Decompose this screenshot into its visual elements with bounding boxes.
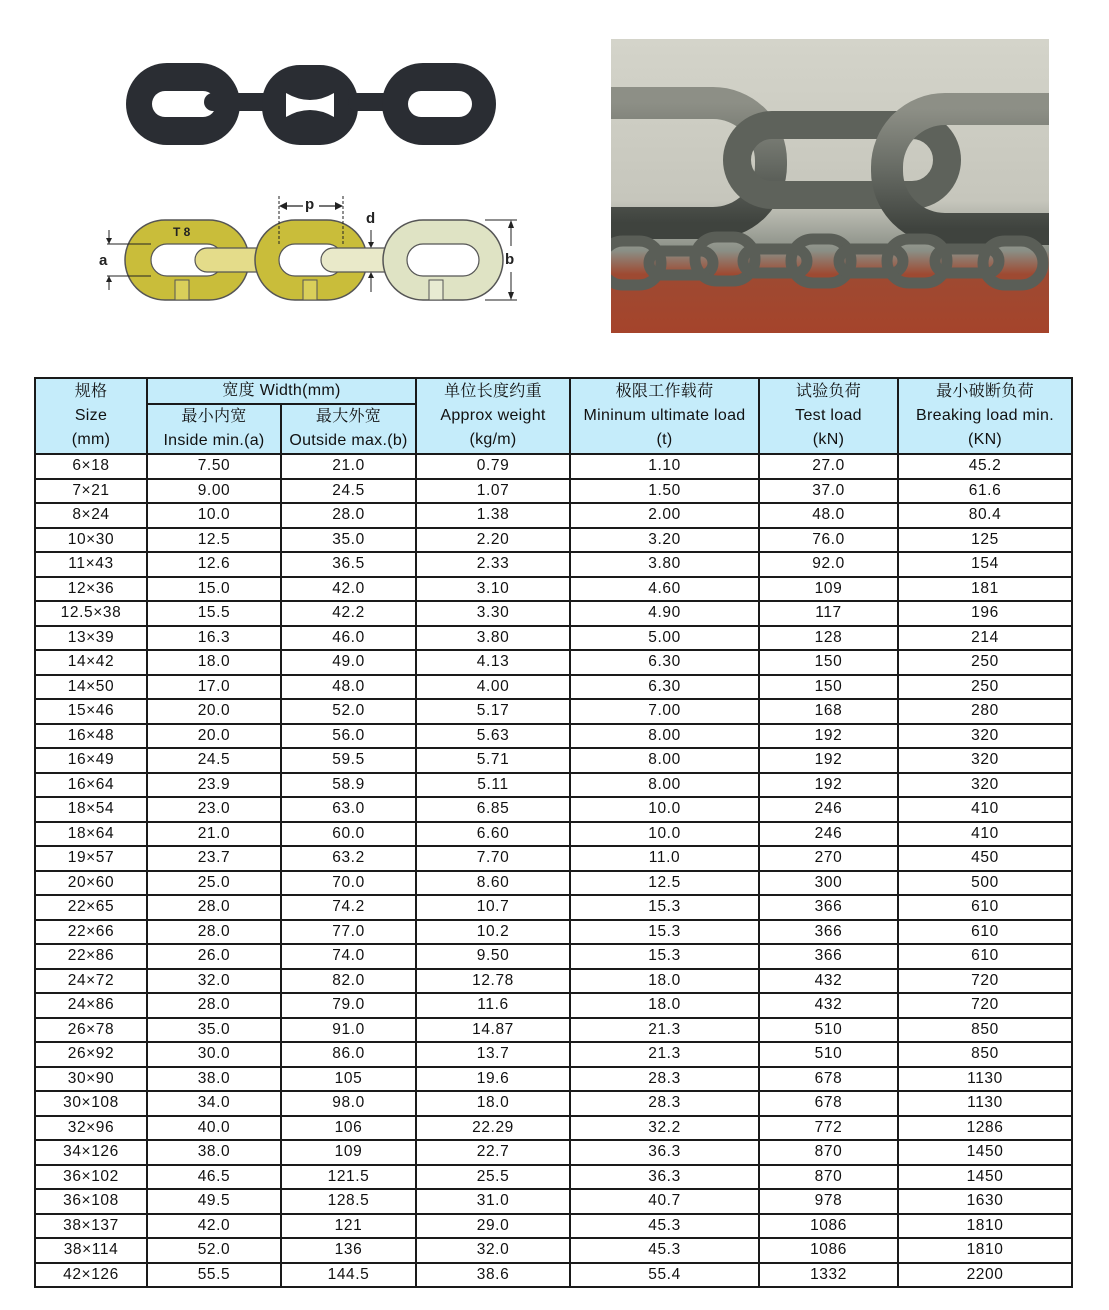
cell-size: 12.5×38: [35, 601, 147, 626]
cell-outside-width: 144.5: [281, 1263, 416, 1288]
cell-breaking-load: 1130: [898, 1091, 1072, 1116]
cell-size: 6×18: [35, 454, 147, 479]
table-row: [35, 748, 1072, 773]
cell-weight: 1.07: [416, 479, 570, 504]
table-row: [35, 797, 1072, 822]
cell-test-load: 150: [759, 675, 898, 700]
table-row: [35, 454, 1072, 479]
cell-weight: 3.30: [416, 601, 570, 626]
cell-outside-width: 59.5: [281, 748, 416, 773]
cell-ultimate-load: 1.50: [570, 479, 759, 504]
cell-test-load: 128: [759, 626, 898, 651]
cell-ultimate-load: 36.3: [570, 1140, 759, 1165]
black-chain-illustration: [120, 55, 500, 155]
cell-outside-width: 106: [281, 1116, 416, 1141]
cell-inside-width: 12.5: [147, 528, 281, 553]
table-row: [35, 1140, 1072, 1165]
chain-dimension-diagram: [95, 190, 535, 310]
table-row: [35, 1067, 1072, 1092]
cell-weight: 32.0: [416, 1238, 570, 1263]
cell-outside-width: 28.0: [281, 503, 416, 528]
cell-size: 22×66: [35, 920, 147, 945]
cell-ultimate-load: 12.5: [570, 871, 759, 896]
cell-outside-width: 86.0: [281, 1042, 416, 1067]
cell-breaking-load: 720: [898, 993, 1072, 1018]
cell-outside-width: 42.2: [281, 601, 416, 626]
cell-size: 36×102: [35, 1165, 147, 1190]
cell-breaking-load: 1810: [898, 1238, 1072, 1263]
cell-size: 38×114: [35, 1238, 147, 1263]
cell-weight: 31.0: [416, 1189, 570, 1214]
cell-breaking-load: 320: [898, 773, 1072, 798]
cell-outside-width: 36.5: [281, 552, 416, 577]
cell-breaking-load: 154: [898, 552, 1072, 577]
cell-weight: 22.29: [416, 1116, 570, 1141]
cell-inside-width: 28.0: [147, 993, 281, 1018]
cell-weight: 7.70: [416, 846, 570, 871]
cell-size: 16×48: [35, 724, 147, 749]
cell-breaking-load: 45.2: [898, 454, 1072, 479]
cell-weight: 29.0: [416, 1214, 570, 1239]
cell-inside-width: 26.0: [147, 944, 281, 969]
chain-spec-table: [34, 377, 1073, 1288]
table-row: [35, 1018, 1072, 1043]
cell-weight: 10.2: [416, 920, 570, 945]
table-row: [35, 1091, 1072, 1116]
cell-inside-width: 7.50: [147, 454, 281, 479]
cell-size: 16×64: [35, 773, 147, 798]
cell-size: 26×92: [35, 1042, 147, 1067]
table-row: [35, 577, 1072, 602]
cell-test-load: 678: [759, 1067, 898, 1092]
cell-inside-width: 10.0: [147, 503, 281, 528]
cell-ultimate-load: 4.90: [570, 601, 759, 626]
cell-outside-width: 74.2: [281, 895, 416, 920]
cell-inside-width: 9.00: [147, 479, 281, 504]
header-weight: 单位长度约重 Approx weight (kg/m): [416, 378, 570, 454]
cell-breaking-load: 610: [898, 944, 1072, 969]
cell-outside-width: 35.0: [281, 528, 416, 553]
cell-size: 34×126: [35, 1140, 147, 1165]
cell-ultimate-load: 18.0: [570, 993, 759, 1018]
cell-breaking-load: 196: [898, 601, 1072, 626]
cell-breaking-load: 1450: [898, 1165, 1072, 1190]
header-outside-width: 最大外宽 Outside max.(b): [281, 404, 416, 454]
cell-outside-width: 121: [281, 1214, 416, 1239]
table-row: [35, 1116, 1072, 1141]
cell-inside-width: 20.0: [147, 724, 281, 749]
cell-size: 22×65: [35, 895, 147, 920]
cell-inside-width: 23.0: [147, 797, 281, 822]
table-row: [35, 1042, 1072, 1067]
cell-outside-width: 48.0: [281, 675, 416, 700]
cell-test-load: 27.0: [759, 454, 898, 479]
cell-test-load: 772: [759, 1116, 898, 1141]
cell-test-load: 1332: [759, 1263, 898, 1288]
cell-outside-width: 58.9: [281, 773, 416, 798]
cell-breaking-load: 250: [898, 675, 1072, 700]
cell-ultimate-load: 45.3: [570, 1238, 759, 1263]
cell-ultimate-load: 3.80: [570, 552, 759, 577]
cell-outside-width: 24.5: [281, 479, 416, 504]
cell-size: 24×72: [35, 969, 147, 994]
cell-test-load: 246: [759, 797, 898, 822]
cell-test-load: 48.0: [759, 503, 898, 528]
cell-size: 14×50: [35, 675, 147, 700]
cell-test-load: 192: [759, 748, 898, 773]
cell-size: 10×30: [35, 528, 147, 553]
cell-size: 15×46: [35, 699, 147, 724]
table-row: [35, 1238, 1072, 1263]
cell-size: 30×90: [35, 1067, 147, 1092]
cell-ultimate-load: 55.4: [570, 1263, 759, 1288]
cell-test-load: 117: [759, 601, 898, 626]
cell-test-load: 92.0: [759, 552, 898, 577]
cell-size: 24×86: [35, 993, 147, 1018]
cell-breaking-load: 1630: [898, 1189, 1072, 1214]
cell-ultimate-load: 10.0: [570, 797, 759, 822]
cell-test-load: 270: [759, 846, 898, 871]
cell-inside-width: 28.0: [147, 920, 281, 945]
cell-test-load: 366: [759, 895, 898, 920]
cell-breaking-load: 410: [898, 797, 1072, 822]
header-test-load: 试验负荷 Test load (kN): [759, 378, 898, 454]
table-row: [35, 503, 1072, 528]
cell-weight: 6.60: [416, 822, 570, 847]
table-row: [35, 724, 1072, 749]
dimension-p-label: p: [305, 196, 315, 213]
cell-test-load: 978: [759, 1189, 898, 1214]
cell-weight: 4.13: [416, 650, 570, 675]
cell-breaking-load: 1130: [898, 1067, 1072, 1092]
cell-inside-width: 17.0: [147, 675, 281, 700]
cell-size: 30×108: [35, 1091, 147, 1116]
cell-ultimate-load: 15.3: [570, 895, 759, 920]
cell-outside-width: 77.0: [281, 920, 416, 945]
cell-ultimate-load: 40.7: [570, 1189, 759, 1214]
cell-test-load: 510: [759, 1018, 898, 1043]
cell-ultimate-load: 8.00: [570, 773, 759, 798]
header-width-group: 宽度 Width(mm): [147, 378, 416, 404]
cell-outside-width: 105: [281, 1067, 416, 1092]
cell-size: 14×42: [35, 650, 147, 675]
spec-table-body: [35, 454, 1072, 1287]
cell-outside-width: 60.0: [281, 822, 416, 847]
cell-breaking-load: 1286: [898, 1116, 1072, 1141]
cell-inside-width: 42.0: [147, 1214, 281, 1239]
cell-inside-width: 49.5: [147, 1189, 281, 1214]
cell-size: 13×39: [35, 626, 147, 651]
cell-breaking-load: 610: [898, 895, 1072, 920]
cell-breaking-load: 280: [898, 699, 1072, 724]
cell-breaking-load: 214: [898, 626, 1072, 651]
cell-weight: 5.11: [416, 773, 570, 798]
cell-weight: 2.33: [416, 552, 570, 577]
cell-outside-width: 136: [281, 1238, 416, 1263]
table-row: [35, 601, 1072, 626]
cell-weight: 5.71: [416, 748, 570, 773]
cell-weight: 18.0: [416, 1091, 570, 1116]
cell-outside-width: 52.0: [281, 699, 416, 724]
cell-test-load: 300: [759, 871, 898, 896]
cell-outside-width: 128.5: [281, 1189, 416, 1214]
cell-ultimate-load: 1.10: [570, 454, 759, 479]
cell-ultimate-load: 5.00: [570, 626, 759, 651]
cell-inside-width: 15.0: [147, 577, 281, 602]
cell-test-load: 168: [759, 699, 898, 724]
cell-weight: 19.6: [416, 1067, 570, 1092]
cell-test-load: 366: [759, 944, 898, 969]
cell-weight: 1.38: [416, 503, 570, 528]
cell-weight: 11.6: [416, 993, 570, 1018]
table-row: [35, 528, 1072, 553]
cell-outside-width: 63.2: [281, 846, 416, 871]
table-row: [35, 773, 1072, 798]
cell-ultimate-load: 8.00: [570, 748, 759, 773]
cell-outside-width: 109: [281, 1140, 416, 1165]
cell-ultimate-load: 28.3: [570, 1091, 759, 1116]
cell-inside-width: 16.3: [147, 626, 281, 651]
table-row: [35, 895, 1072, 920]
table-row: [35, 1263, 1072, 1288]
table-row: [35, 846, 1072, 871]
cell-breaking-load: 500: [898, 871, 1072, 896]
cell-test-load: 76.0: [759, 528, 898, 553]
cell-breaking-load: 2200: [898, 1263, 1072, 1288]
cell-size: 32×96: [35, 1116, 147, 1141]
cell-size: 19×57: [35, 846, 147, 871]
cell-outside-width: 74.0: [281, 944, 416, 969]
cell-test-load: 192: [759, 773, 898, 798]
header-size: 规格 Size (mm): [35, 378, 147, 454]
cell-test-load: 1086: [759, 1238, 898, 1263]
cell-test-load: 150: [759, 650, 898, 675]
table-row: [35, 944, 1072, 969]
cell-outside-width: 121.5: [281, 1165, 416, 1190]
cell-weight: 3.80: [416, 626, 570, 651]
cell-test-load: 510: [759, 1042, 898, 1067]
cell-weight: 12.78: [416, 969, 570, 994]
cell-ultimate-load: 32.2: [570, 1116, 759, 1141]
cell-ultimate-load: 21.3: [570, 1042, 759, 1067]
cell-ultimate-load: 6.30: [570, 650, 759, 675]
cell-test-load: 678: [759, 1091, 898, 1116]
cell-inside-width: 24.5: [147, 748, 281, 773]
cell-outside-width: 46.0: [281, 626, 416, 651]
cell-inside-width: 28.0: [147, 895, 281, 920]
cell-breaking-load: 125: [898, 528, 1072, 553]
cell-breaking-load: 450: [898, 846, 1072, 871]
cell-test-load: 37.0: [759, 479, 898, 504]
cell-inside-width: 21.0: [147, 822, 281, 847]
cell-size: 38×137: [35, 1214, 147, 1239]
cell-weight: 0.79: [416, 454, 570, 479]
table-row: [35, 479, 1072, 504]
cell-ultimate-load: 4.60: [570, 577, 759, 602]
table-row: [35, 920, 1072, 945]
table-row: [35, 822, 1072, 847]
cell-test-load: 109: [759, 577, 898, 602]
cell-inside-width: 30.0: [147, 1042, 281, 1067]
cell-test-load: 870: [759, 1140, 898, 1165]
cell-ultimate-load: 7.00: [570, 699, 759, 724]
cell-inside-width: 18.0: [147, 650, 281, 675]
cell-inside-width: 20.0: [147, 699, 281, 724]
cell-breaking-load: 850: [898, 1042, 1072, 1067]
cell-breaking-load: 181: [898, 577, 1072, 602]
cell-breaking-load: 850: [898, 1018, 1072, 1043]
cell-breaking-load: 250: [898, 650, 1072, 675]
cell-weight: 13.7: [416, 1042, 570, 1067]
table-row: [35, 650, 1072, 675]
cell-outside-width: 79.0: [281, 993, 416, 1018]
cell-inside-width: 35.0: [147, 1018, 281, 1043]
cell-inside-width: 55.5: [147, 1263, 281, 1288]
cell-ultimate-load: 8.00: [570, 724, 759, 749]
dimension-a-label: a: [99, 252, 108, 269]
cell-test-load: 870: [759, 1165, 898, 1190]
cell-weight: 5.17: [416, 699, 570, 724]
cell-weight: 4.00: [416, 675, 570, 700]
dimension-d-label: d: [366, 210, 376, 227]
cell-test-load: 432: [759, 969, 898, 994]
cell-ultimate-load: 45.3: [570, 1214, 759, 1239]
table-row: [35, 626, 1072, 651]
cell-inside-width: 32.0: [147, 969, 281, 994]
cell-size: 22×86: [35, 944, 147, 969]
cell-inside-width: 52.0: [147, 1238, 281, 1263]
cell-size: 8×24: [35, 503, 147, 528]
table-row: [35, 1165, 1072, 1190]
cell-test-load: 366: [759, 920, 898, 945]
table-row: [35, 993, 1072, 1018]
cell-ultimate-load: 28.3: [570, 1067, 759, 1092]
cell-inside-width: 34.0: [147, 1091, 281, 1116]
cell-inside-width: 40.0: [147, 1116, 281, 1141]
cell-weight: 9.50: [416, 944, 570, 969]
cell-outside-width: 82.0: [281, 969, 416, 994]
cell-size: 20×60: [35, 871, 147, 896]
cell-test-load: 246: [759, 822, 898, 847]
cell-ultimate-load: 10.0: [570, 822, 759, 847]
cell-inside-width: 23.7: [147, 846, 281, 871]
cell-ultimate-load: 11.0: [570, 846, 759, 871]
cell-weight: 6.85: [416, 797, 570, 822]
cell-inside-width: 38.0: [147, 1140, 281, 1165]
cell-weight: 2.20: [416, 528, 570, 553]
cell-breaking-load: 80.4: [898, 503, 1072, 528]
cell-size: 7×21: [35, 479, 147, 504]
cell-ultimate-load: 3.20: [570, 528, 759, 553]
header-breaking-load: 最小破断负荷 Breaking load min. (KN): [898, 378, 1072, 454]
table-row: [35, 1214, 1072, 1239]
table-row: [35, 675, 1072, 700]
cell-size: 12×36: [35, 577, 147, 602]
cell-size: 11×43: [35, 552, 147, 577]
grade-mark-label: T 8: [173, 225, 191, 239]
cell-weight: 3.10: [416, 577, 570, 602]
cell-breaking-load: 320: [898, 724, 1072, 749]
dimension-b-label: b: [505, 251, 515, 268]
cell-ultimate-load: 18.0: [570, 969, 759, 994]
cell-ultimate-load: 2.00: [570, 503, 759, 528]
cell-test-load: 1086: [759, 1214, 898, 1239]
cell-weight: 14.87: [416, 1018, 570, 1043]
cell-inside-width: 15.5: [147, 601, 281, 626]
cell-outside-width: 63.0: [281, 797, 416, 822]
cell-weight: 10.7: [416, 895, 570, 920]
cell-outside-width: 98.0: [281, 1091, 416, 1116]
cell-breaking-load: 1450: [898, 1140, 1072, 1165]
cell-inside-width: 38.0: [147, 1067, 281, 1092]
table-row: [35, 969, 1072, 994]
header-inside-width: 最小内宽 Inside min.(a): [147, 404, 281, 454]
table-row: [35, 552, 1072, 577]
cell-ultimate-load: 15.3: [570, 920, 759, 945]
cell-inside-width: 46.5: [147, 1165, 281, 1190]
cell-ultimate-load: 6.30: [570, 675, 759, 700]
cell-outside-width: 21.0: [281, 454, 416, 479]
cell-inside-width: 25.0: [147, 871, 281, 896]
cell-inside-width: 12.6: [147, 552, 281, 577]
cell-outside-width: 56.0: [281, 724, 416, 749]
cell-test-load: 192: [759, 724, 898, 749]
cell-breaking-load: 410: [898, 822, 1072, 847]
cell-size: 36×108: [35, 1189, 147, 1214]
cell-size: 42×126: [35, 1263, 147, 1288]
cell-breaking-load: 720: [898, 969, 1072, 994]
cell-ultimate-load: 21.3: [570, 1018, 759, 1043]
table-row: [35, 871, 1072, 896]
cell-ultimate-load: 36.3: [570, 1165, 759, 1190]
cell-weight: 8.60: [416, 871, 570, 896]
chain-photo: [611, 39, 1049, 333]
cell-outside-width: 42.0: [281, 577, 416, 602]
cell-inside-width: 23.9: [147, 773, 281, 798]
table-row: [35, 1189, 1072, 1214]
cell-weight: 5.63: [416, 724, 570, 749]
header-ultimate-load: 极限工作载荷 Mininum ultimate load (t): [570, 378, 759, 454]
cell-size: 16×49: [35, 748, 147, 773]
cell-size: 26×78: [35, 1018, 147, 1043]
cell-outside-width: 70.0: [281, 871, 416, 896]
cell-weight: 22.7: [416, 1140, 570, 1165]
cell-breaking-load: 320: [898, 748, 1072, 773]
cell-weight: 38.6: [416, 1263, 570, 1288]
cell-size: 18×54: [35, 797, 147, 822]
cell-outside-width: 49.0: [281, 650, 416, 675]
cell-test-load: 432: [759, 993, 898, 1018]
cell-breaking-load: 1810: [898, 1214, 1072, 1239]
table-row: [35, 699, 1072, 724]
cell-breaking-load: 610: [898, 920, 1072, 945]
cell-size: 18×64: [35, 822, 147, 847]
cell-breaking-load: 61.6: [898, 479, 1072, 504]
cell-weight: 25.5: [416, 1165, 570, 1190]
cell-outside-width: 91.0: [281, 1018, 416, 1043]
cell-ultimate-load: 15.3: [570, 944, 759, 969]
